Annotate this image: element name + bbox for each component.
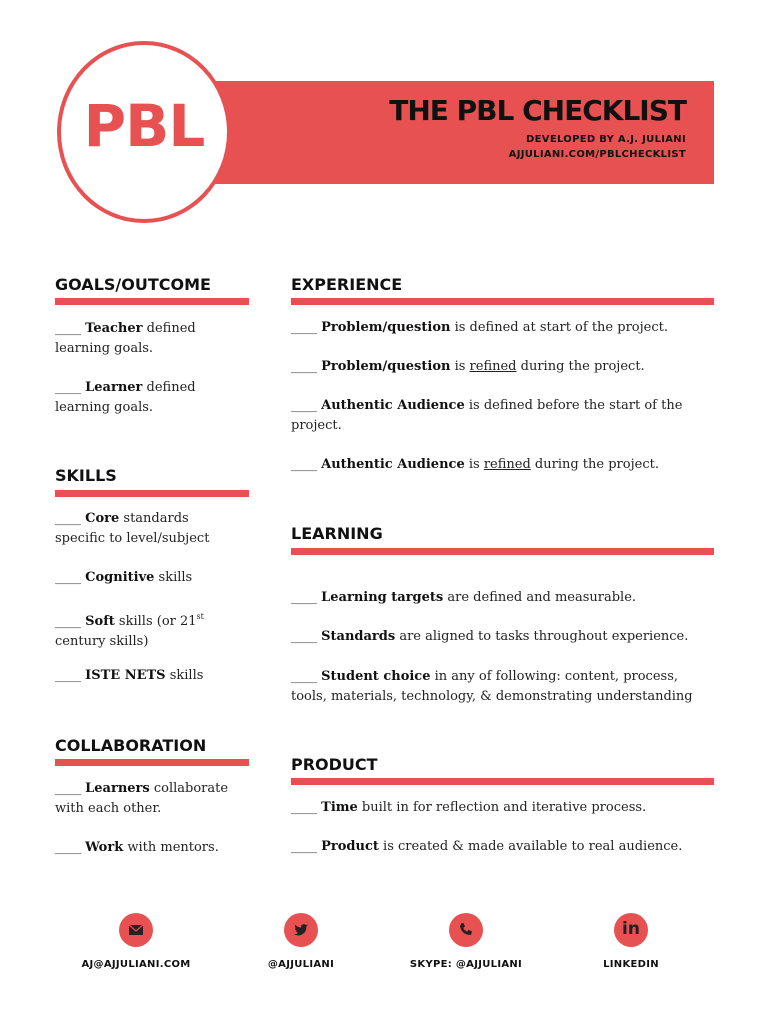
skills-item-cognitive[interactable] bbox=[55, 568, 265, 588]
checkbox-blank: ____ bbox=[55, 321, 81, 336]
twitter-link[interactable]: @AJJULIANI bbox=[267, 959, 335, 970]
twitter-icon[interactable] bbox=[284, 913, 318, 947]
item-keyword: Teacher bbox=[85, 321, 143, 336]
checkbox-blank: ____ bbox=[291, 359, 317, 374]
learning-heading: LEARNING bbox=[291, 524, 383, 543]
item-text: skills bbox=[165, 668, 204, 683]
checkbox-blank: ____ bbox=[55, 570, 81, 585]
skype-link[interactable]: SKYPE: @AJJULIANI bbox=[409, 959, 523, 970]
item-text: is created & made available to real audience. bbox=[378, 839, 683, 854]
email-link[interactable]: AJ@AJJULIANI.COM bbox=[81, 959, 191, 970]
item-text: is bbox=[464, 457, 484, 472]
item-text: project. bbox=[291, 417, 342, 433]
item-keyword: Problem/question bbox=[321, 359, 451, 374]
item-keyword: Core bbox=[85, 511, 120, 526]
superscript: st bbox=[196, 612, 204, 621]
linkedin-glyph: in bbox=[622, 919, 640, 939]
item-text: during the project. bbox=[530, 457, 659, 472]
item-text: is defined at start of the project. bbox=[450, 320, 668, 335]
item-keyword: Soft bbox=[85, 614, 115, 629]
checkbox-blank: ____ bbox=[291, 839, 317, 854]
checkbox-blank: ____ bbox=[55, 781, 81, 796]
checkbox-blank: ____ bbox=[55, 840, 81, 855]
checkbox-blank: ____ bbox=[55, 380, 81, 395]
product-heading: PRODUCT bbox=[291, 755, 378, 774]
collaboration-rule bbox=[55, 759, 249, 766]
underlined-text: refined bbox=[483, 457, 531, 472]
item-text: century skills) bbox=[55, 633, 149, 649]
collaboration-heading: COLLABORATION bbox=[55, 736, 207, 755]
learning-rule bbox=[291, 548, 714, 555]
item-keyword: Student choice bbox=[321, 669, 431, 684]
checkbox-blank: ____ bbox=[55, 511, 81, 526]
experience-item-4[interactable] bbox=[291, 455, 716, 475]
item-keyword: Learning targets bbox=[321, 590, 444, 605]
item-text: is defined before the start of the bbox=[464, 398, 683, 413]
checkbox-blank: ____ bbox=[291, 669, 317, 684]
author-credit: DEVELOPED BY A.J. JULIANI bbox=[526, 134, 686, 145]
item-text: learning goals. bbox=[55, 340, 154, 356]
item-text: is bbox=[450, 359, 470, 374]
item-text: with mentors. bbox=[123, 840, 219, 855]
item-text: built in for reflection and iterative process. bbox=[357, 800, 647, 815]
skills-item-iste[interactable] bbox=[55, 666, 265, 686]
learning-item-targets[interactable] bbox=[291, 588, 716, 608]
phone-glyph bbox=[456, 920, 476, 940]
item-text: defined bbox=[142, 380, 196, 395]
item-text: collaborate bbox=[149, 781, 229, 796]
checkbox-blank: ____ bbox=[55, 668, 81, 683]
item-text: during the project. bbox=[516, 359, 645, 374]
experience-item-1[interactable] bbox=[291, 318, 716, 338]
item-keyword: Authentic Audience bbox=[321, 457, 465, 472]
item-keyword: ISTE NETS bbox=[85, 668, 166, 683]
item-text: learning goals. bbox=[55, 399, 154, 415]
checkbox-blank: ____ bbox=[291, 398, 317, 413]
item-keyword: Authentic Audience bbox=[321, 398, 465, 413]
experience-heading: EXPERIENCE bbox=[291, 275, 403, 294]
collaboration-item-work[interactable] bbox=[55, 838, 265, 858]
item-text: standards bbox=[119, 511, 189, 526]
page-title: THE PBL CHECKLIST bbox=[389, 94, 686, 127]
checkbox-blank: ____ bbox=[291, 457, 317, 472]
item-keyword: Problem/question bbox=[321, 320, 451, 335]
item-text: skills (or 21 bbox=[114, 614, 197, 629]
item-text: are aligned to tasks throughout experience. bbox=[395, 629, 689, 644]
item-keyword: Cognitive bbox=[85, 570, 155, 585]
bird-glyph bbox=[291, 920, 311, 940]
underlined-text: refined bbox=[469, 359, 517, 374]
experience-item-2[interactable] bbox=[291, 357, 716, 377]
item-keyword: Product bbox=[321, 839, 379, 854]
checkbox-blank: ____ bbox=[291, 320, 317, 335]
goals-rule bbox=[55, 298, 249, 305]
item-keyword: Standards bbox=[321, 629, 396, 644]
experience-item-3[interactable] bbox=[291, 396, 716, 435]
item-text: tools, materials, technology, & demonstrating understanding bbox=[291, 688, 693, 704]
item-keyword: Work bbox=[85, 840, 124, 855]
envelope-glyph bbox=[126, 920, 146, 940]
skills-heading: SKILLS bbox=[55, 466, 117, 485]
item-keyword: Learner bbox=[85, 380, 143, 395]
checkbox-blank: ____ bbox=[291, 590, 317, 605]
goals-heading: GOALS/OUTCOME bbox=[55, 275, 211, 294]
skills-rule bbox=[55, 490, 249, 497]
pbl-logo: PBL bbox=[83, 92, 205, 160]
product-item-time[interactable] bbox=[291, 798, 716, 818]
goals-item-learner[interactable] bbox=[55, 378, 255, 417]
product-item-product[interactable] bbox=[291, 837, 716, 857]
learning-item-choice[interactable] bbox=[291, 667, 721, 706]
item-text: defined bbox=[142, 321, 196, 336]
email-icon[interactable] bbox=[119, 913, 153, 947]
checkbox-blank: ____ bbox=[291, 800, 317, 815]
item-text: specific to level/subject bbox=[55, 530, 210, 546]
skills-item-core[interactable] bbox=[55, 509, 265, 548]
item-text: are defined and measurable. bbox=[443, 590, 637, 605]
learning-item-standards[interactable] bbox=[291, 627, 716, 647]
collaboration-item-learners[interactable] bbox=[55, 779, 265, 818]
linkedin-icon[interactable] bbox=[614, 913, 648, 947]
item-keyword: Learners bbox=[85, 781, 150, 796]
checkbox-blank: ____ bbox=[55, 614, 81, 629]
item-text: skills bbox=[154, 570, 193, 585]
phone-icon[interactable] bbox=[449, 913, 483, 947]
checkbox-blank: ____ bbox=[291, 629, 317, 644]
experience-rule bbox=[291, 298, 714, 305]
linkedin-link[interactable]: LINKEDIN bbox=[603, 959, 659, 970]
skills-item-soft[interactable] bbox=[55, 607, 265, 651]
product-rule bbox=[291, 778, 714, 785]
item-keyword: Time bbox=[321, 800, 358, 815]
item-text: with each other. bbox=[55, 800, 162, 816]
checklist-url[interactable]: AJJULIANI.COM/PBLCHECKLIST bbox=[508, 149, 686, 160]
goals-item-teacher[interactable] bbox=[55, 319, 255, 358]
item-text: in any of following: content, process, bbox=[430, 669, 679, 684]
